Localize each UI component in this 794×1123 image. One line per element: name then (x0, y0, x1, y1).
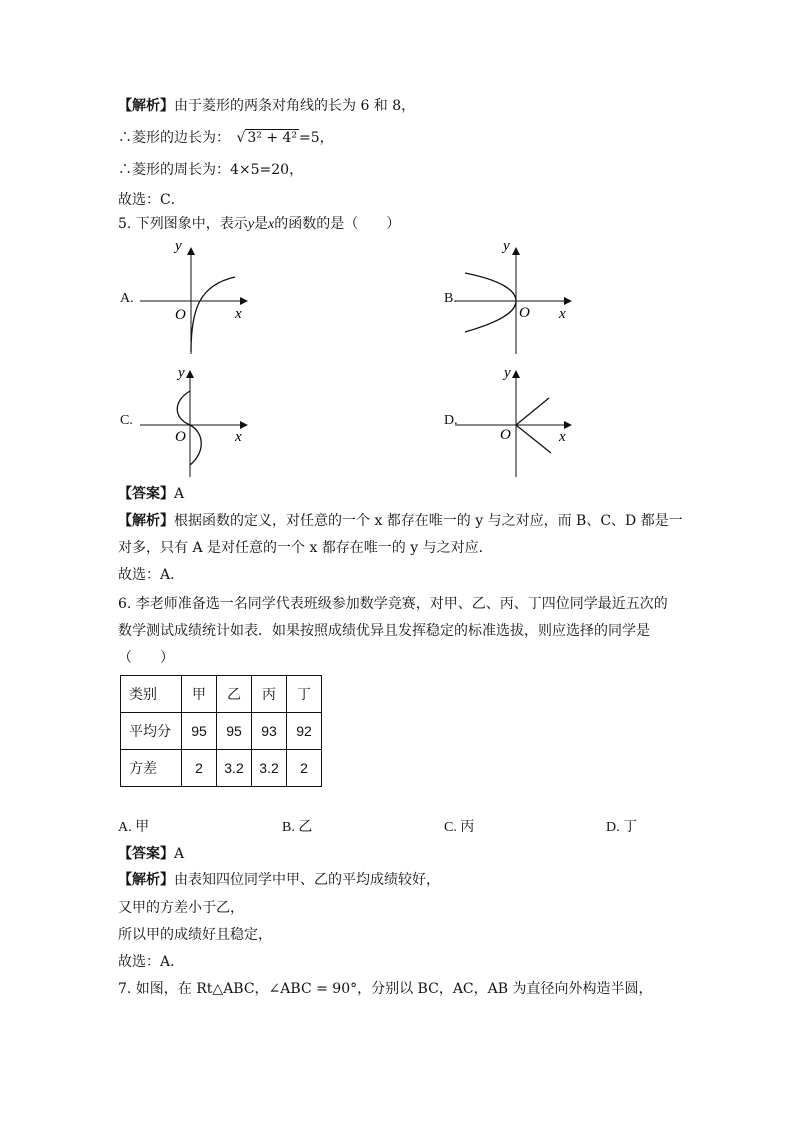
q6-choice-b: B. 乙 (282, 820, 313, 835)
answer-value: A (174, 846, 185, 862)
side-length-suffix: =5， (299, 130, 334, 146)
radicand: 3² + 4² (247, 130, 298, 146)
axis-y-label: y (503, 240, 510, 254)
table-cell: 丙 (252, 676, 287, 713)
q5-answer (118, 484, 184, 504)
q5-option-d-label: D. (444, 413, 458, 428)
table-cell: 方差 (121, 750, 182, 787)
q5-option-c-label: C. (120, 413, 133, 428)
axis-y-label: y (504, 365, 511, 381)
q6-choice-c: C. 丙 (444, 820, 475, 835)
q7-stem: 7. 如图，在 Rt△ABC，∠ABC = 90°，分别以 BC，AC，AB 为直径向外构造半圆， (118, 981, 653, 997)
answer-tag: 【答案】 (118, 846, 174, 862)
table-cell: 3.2 (217, 750, 252, 787)
q5-analysis-line1 (118, 511, 683, 531)
q6-analysis-line1 (118, 870, 440, 890)
table-cell: 乙 (217, 676, 252, 713)
q5-var-y: y (247, 217, 255, 232)
analysis-rhombus-line2 (118, 128, 334, 148)
q6-analysis-line3: 所以甲的成绩好且稳定， (118, 927, 272, 943)
lower-ray (516, 425, 551, 453)
q6-stem-line3: （ ） (118, 650, 174, 666)
q5-graph-d (455, 363, 580, 483)
analysis-text: 由表知四位同学中甲、乙的平均成绩较好， (174, 872, 440, 888)
q6-stem-line1: 6. 李老师准备选一名同学代表班级参加数学竞赛，对甲、乙、丙、丁四位同学最近五次的 (118, 596, 668, 612)
q6-analysis-line2: 又甲的方差小于乙， (118, 900, 244, 916)
q5-graph-a (135, 240, 260, 360)
origin-label: O (175, 429, 186, 445)
axis-y-label: y (175, 240, 182, 254)
q5-graph-b (455, 240, 580, 360)
q6-stats-table (120, 675, 322, 787)
side-length-prefix: ∴菱形的边长为： (118, 130, 230, 146)
q5-option-b-label: B. (444, 291, 457, 306)
axis-x-label: x (235, 429, 242, 445)
table-cell: 丁 (287, 676, 322, 713)
parabola-curve (465, 273, 516, 332)
square-root-expression: √ 3² + 4² (236, 130, 298, 146)
analysis-text: 由于菱形的两条对角线的长为 6 和 8， (174, 98, 416, 114)
s-curve (177, 391, 201, 465)
q5-stem-suffix: 的函数的是（ ） (274, 216, 401, 232)
analysis-tag: 【解析】 (118, 513, 174, 529)
table-row (121, 750, 322, 787)
origin-label: O (175, 307, 186, 323)
table-cell: 类别 (121, 676, 182, 713)
axis-x-label: x (235, 306, 242, 322)
table-row (121, 713, 322, 750)
upper-ray (516, 398, 549, 425)
q5-analysis-line2: 对多，只有 A 是对任意的一个 x 都存在唯一的 y 与之对应． (118, 540, 493, 556)
table-cell: 3.2 (252, 750, 287, 787)
q6-stem-line2: 数学测试成绩统计如表．如果按照成绩优异且发挥稳定的标准选拔，则应选择的同学是 (118, 623, 650, 639)
q5-option-a-label: A. (120, 291, 134, 306)
q5-stem-mid: 是 (254, 216, 269, 232)
q6-answer (118, 844, 184, 864)
origin-label: O (519, 305, 530, 321)
analysis-rhombus-line3: ∴菱形的周长为：4×5=20， (118, 162, 304, 178)
table-cell: 95 (217, 713, 252, 750)
analysis-rhombus-line1 (118, 96, 415, 116)
analysis-text: 根据函数的定义，对任意的一个 x 都存在唯一的 y 与之对应，而 B、C、D 都是一 (174, 513, 683, 529)
table-cell: 2 (182, 750, 217, 787)
table-cell: 93 (252, 713, 287, 750)
axis-x-label: x (559, 429, 566, 445)
q6-choice-d: D. 丁 (606, 820, 638, 835)
analysis-tag: 【解析】 (118, 98, 174, 114)
origin-label: O (500, 427, 511, 443)
table-cell: 甲 (182, 676, 217, 713)
q6-choose: 故选：A． (118, 954, 185, 970)
table-cell: 92 (287, 713, 322, 750)
q6-choice-a: A. 甲 (118, 820, 150, 835)
function-curve (191, 277, 235, 352)
answer-value: A (174, 486, 185, 502)
q5-stem (118, 214, 400, 235)
table-cell: 2 (287, 750, 322, 787)
answer-tag: 【答案】 (118, 486, 174, 502)
q5-stem-prefix: 5. 下列图象中，表示 (118, 216, 248, 232)
table-cell: 平均分 (121, 713, 182, 750)
q5-var-x: x (268, 217, 275, 232)
analysis-rhombus-line4: 故选：C． (118, 192, 185, 208)
table-cell: 95 (182, 713, 217, 750)
q5-graph-c (135, 363, 260, 483)
analysis-tag: 【解析】 (118, 872, 174, 888)
axis-x-label: x (559, 306, 566, 322)
table-header-row (121, 676, 322, 713)
q5-choose: 故选：A． (118, 567, 185, 583)
axis-y-label: y (178, 365, 185, 381)
